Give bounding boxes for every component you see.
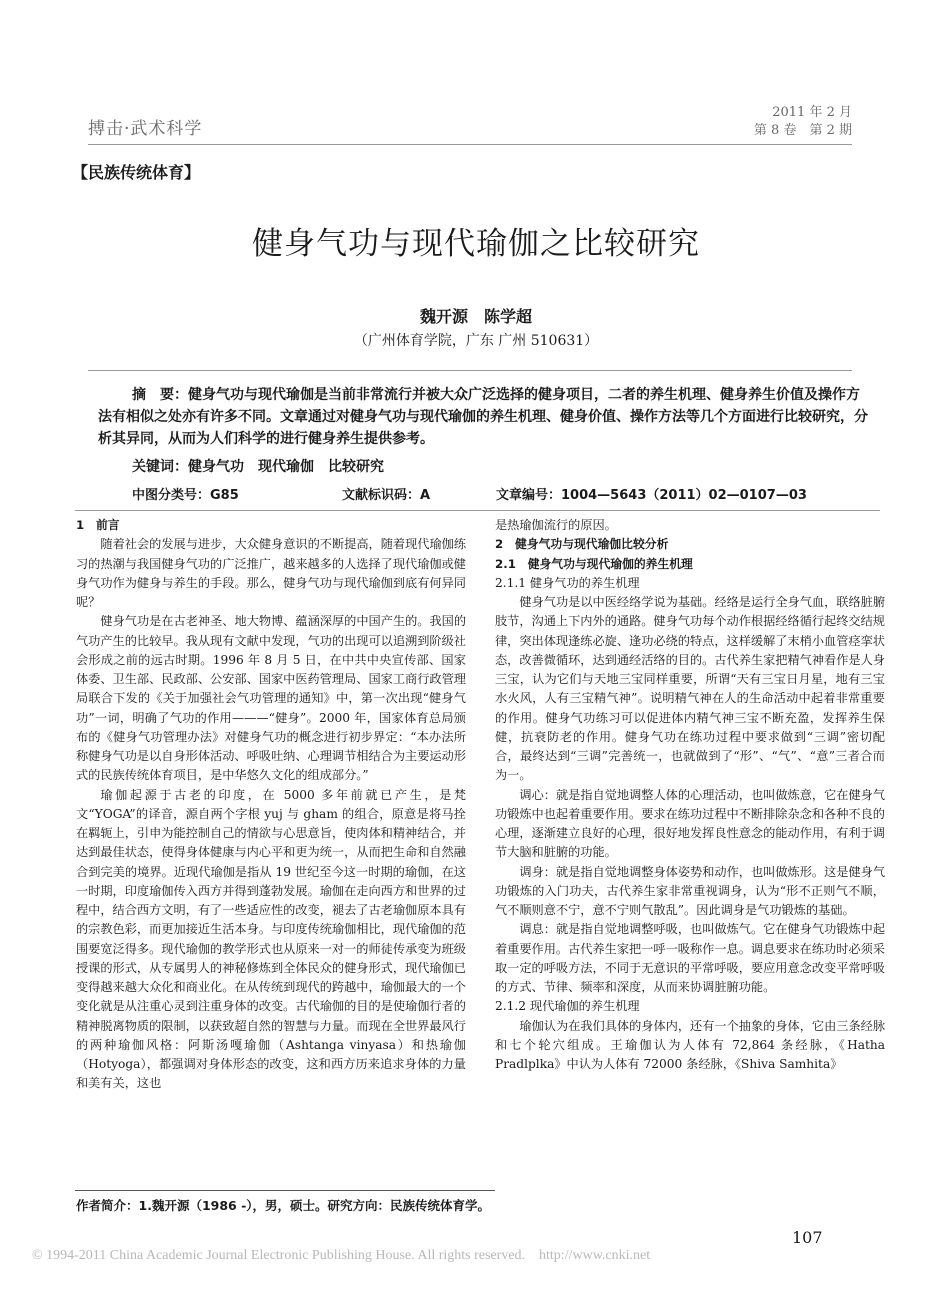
paragraph: 瑜伽起源于古老的印度，在 5000 多年前就已产生，是梵文“YOGA”的译音，源自两个字根 yuj 与 gham 的组合，原意是将马拴在羁轭上，引申为能控制自己的情欲与心思意旨，使肉体和精神结合，并达到最佳状态，使得身体健康与内心平和更为统一，从而把生命和自然融合到完美的境界。近现代瑜伽是指从 19 世纪至今这一时期的瑜伽，在这一时期，印度瑜伽传入西方并得到蓬勃发展。瑜伽在走向西方和世界的过程中，结合西方文明，有了一些适应性的改变，褪去了古老瑜伽原本具有的宗教色彩，而更加接近生活本身。与印度传统瑜伽相比，现代瑜伽的范围要宽泛得多。现代瑜伽的教学形式也从原来一对一的师徒传承变为班级授课的形式，从专属男人的神秘修炼到全体民众的健身形式，现代瑜伽已变得越来越大众化和商业化。在从传统到现代的跨越中，瑜伽最大的一个变化就是从注重心灵到注重身体的改变。古代瑜伽的目的是使瑜伽行者的精神脱离物质的限制，以获致超自然的智慧与力量。而现在全世界最风行的两种瑜伽风格：阿斯汤嘎瑜伽（Ashtanga vinyasa）和热瑜伽（Hotyoga），都强调对身体形态的改变，这和西方历来追求身体的力量和美有关，这也	[76, 787, 466, 1091]
paragraph: 调息：就是指自觉地调整呼吸，也叫做炼气。它在健身气功锻炼中起着重要作用。古代养生家把一呼一吸称作一息。调息要求在练功时必须采取一定的呼吸方法，不同于无意识的平常呼吸，要应用意念改变平常呼吸的方式、节律、频率和深度，从而来协调脏腑功能。	[495, 922, 886, 994]
affiliation: （广州体育学院，广东 广州 510631）	[353, 333, 599, 349]
footnote-rule	[75, 1190, 495, 1191]
body-rule	[75, 510, 880, 511]
document-code: 文献标识码：A	[342, 488, 431, 503]
paragraph: 调身：就是指自觉地调整身体姿势和动作，也叫做炼形。这是健身气功锻炼的入门功夫，古代养生家非常重视调身，认为“形不正则气不顺，气不顺则意不宁，意不宁则气散乱”。因此调身是气功锻炼的基础。	[495, 864, 886, 917]
paper-title: 健身气功与现代瑜伽之比较研究	[252, 226, 700, 262]
paragraph: 健身气功是在古老神圣、地大物博、蕴涵深厚的中国产生的。我国的气功产生的比较早。我从现有文献中发现，气功的出现可以追溯到阶级社会形成之前的远古时期。1996 年 8 月 5 日，在中共中央宣传部、国家体委、卫生部、民政部、公安部、国家中医药管理局、国家工商行政管理局联合下发的《关于加强社会气功管理的通知》中，第一次出现“健身气功”一词，明确了气功的作用———“健身”。2000 年，国家体育总局颁布的《健身气功管理办法》对健身气功的概念进行初步界定：“本办法所称健身气功是以自身形体活动、呼吸吐纳、心理调节相结合为主要运动形式的民族传统体育项目，是中华悠久文化的组成部分。”	[76, 614, 467, 783]
paragraph: 调心：就是指自觉地调整人体的心理活动，也叫做炼意，它在健身气功锻炼中也起着重要作用。要求在练功过程中不断排除杂念和各种不良的心理，逐渐建立良好的心理，很好地发挥良性意念的能动作用，有利于调节大脑和脏腑的功能。	[495, 787, 886, 860]
paragraph: 是热瑜伽流行的原因。	[495, 518, 617, 532]
issue-date: 2011 年 2 月	[772, 105, 852, 120]
abstract-text: 健身气功与现代瑜伽是当前非常流行并被大众广泛选择的健身项目，二者的养生机理、健身养生价值及操作方法有相似之处亦有许多不同。文章通过对健身气功与现代瑜伽的养生机理、健身价值、操作方法等几个方面进行比较研究，分析其异同，从而为人们科学的进行健身养生提供参考。	[98, 387, 868, 447]
paragraph: 健身气功是以中医经络学说为基础。经络是运行全身气血，联络脏腑肢节，沟通上下内外的通路。健身气功每个动作根据经络循行起终交结规律，突出体现逢练必旋、逢功必绕的特点，这样缓解了末梢小血管痉挛状态，改善微循环，达到通经活络的目的。古代养生家把精气神看作是人身三宝，认为它们与天地三宝同样重要，所谓“天有三宝日月星，地有三宝水火风，人有三宝精气神”。说明精气神在人的生命活动中起着非常重要的作用。健身气功练习可以促进体内精气神三宝不断充盈，发挥养生保健，抗衰防老的作用。健身气功在练功过程中要求做到“三调”密切配合，最终达到“三调”完善统一，也就做到了“形”、“气”、“意”三者合而为一。	[495, 595, 886, 783]
copyright-watermark: © 1994-2011 China Academic Journal Electronic Publishing House. All rights reserved. http://www.cnki.net	[32, 1248, 651, 1263]
issue-info	[754, 104, 852, 140]
authors: 魏开源 陈学超	[419, 307, 532, 326]
header-rule	[88, 144, 852, 145]
paragraph: 随着社会的发展与进步，大众健身意识的不断提高，随着现代瑜伽练习的热潮与我国健身气功的广泛推广，越来越多的人选择了现代瑜伽或健身气功作为健身与养生的手段。那么，健身气功与现代瑜伽到底有何异同呢？	[76, 537, 467, 609]
journal-name: 搏击·武术科学	[88, 119, 203, 139]
abstract	[98, 384, 868, 450]
section-heading: 2.1 健身气功与现代瑜伽的养生机理	[495, 556, 693, 571]
left-column	[76, 516, 466, 1094]
article-number: 文章编号：1004—5643（2011）02—0107—03	[496, 488, 807, 503]
abstract-label: 摘 要：	[132, 387, 188, 403]
section-heading: 2.1.2 现代瑜伽的养生机理	[495, 999, 640, 1014]
section-tag: 【民族传统体育】	[72, 163, 201, 182]
paragraph: 瑜伽认为在我们具体的身体内，还有一个抽象的身体，它由三条经脉和七个轮穴组成。王瑜伽认为人体有 72,864 条经脉，《Hatha Pradlplka》中认为人体有 72000 条经脉，《Shiva Samhita》	[495, 1018, 886, 1071]
right-column	[495, 516, 885, 1074]
keywords: 关键词：健身气功 现代瑜伽 比较研究	[132, 459, 384, 475]
title-rule	[88, 370, 852, 371]
section-heading: 1 前言	[76, 518, 120, 532]
section-heading: 2.1.1 健身气功的养生机理	[495, 575, 640, 590]
page-number: 107	[792, 1228, 823, 1247]
clc-number: 中图分类号：G85	[132, 488, 239, 503]
issue-volume: 第 8 卷 第 2 期	[753, 123, 852, 138]
author-footnote: 作者简介：1.魏开源（1986 -），男，硕士。研究方向：民族传统体育学。	[76, 1198, 491, 1213]
section-heading: 2 健身气功与现代瑜伽比较分析	[495, 537, 669, 552]
